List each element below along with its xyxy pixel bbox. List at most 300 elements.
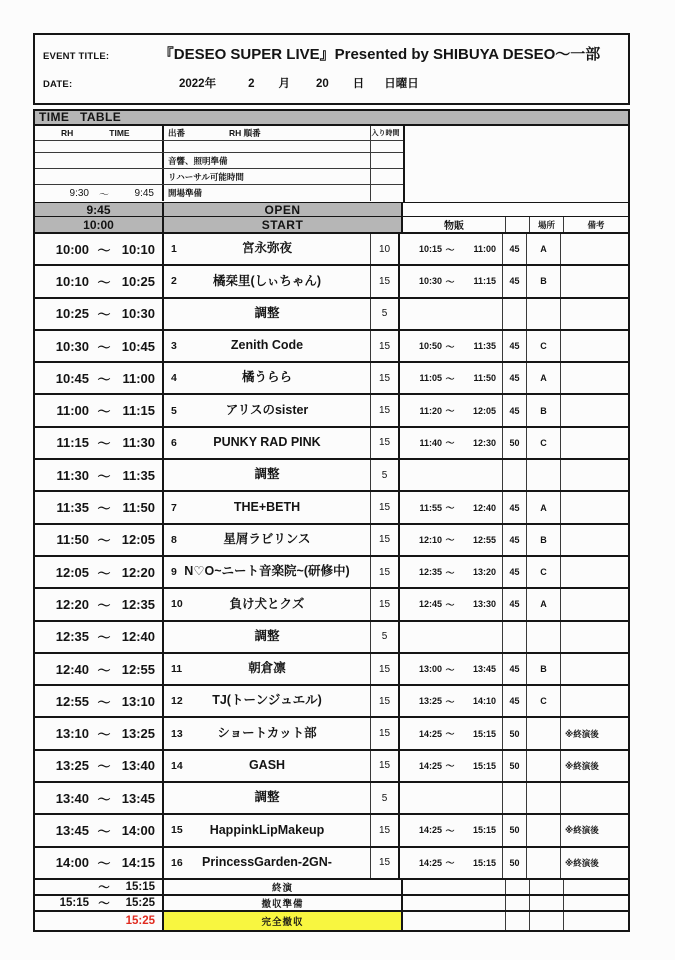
slot-start-time: 10:00 bbox=[55, 241, 89, 257]
slot-start-time: 13:10 bbox=[55, 726, 89, 742]
slot-time-cell bbox=[35, 299, 164, 329]
timetable-grid bbox=[33, 126, 630, 932]
performer-name: 朝倉凛 bbox=[248, 661, 286, 676]
tilde: 〜 bbox=[445, 341, 455, 352]
empty-cell bbox=[564, 896, 628, 910]
tilde: 〜 bbox=[97, 759, 111, 775]
slot-time-cell bbox=[35, 460, 164, 490]
performer-name: 調整 bbox=[254, 467, 280, 482]
remark bbox=[561, 525, 628, 555]
slot-time-cell bbox=[35, 492, 164, 522]
merch-start-time: 13:00 bbox=[418, 664, 442, 674]
slot-end-time: 10:45 bbox=[121, 338, 155, 354]
performer-cell bbox=[164, 589, 371, 619]
event-title-row bbox=[43, 43, 620, 64]
start-time: 10:00 bbox=[35, 217, 164, 232]
performer-cell bbox=[164, 557, 371, 587]
empty-cell bbox=[371, 141, 400, 152]
merch-end-time: 11:00 bbox=[473, 244, 496, 255]
tilde: 〜 bbox=[445, 373, 455, 384]
merch-duration bbox=[503, 783, 527, 813]
entry-duration: 15 bbox=[371, 395, 400, 425]
entry-duration: 15 bbox=[371, 848, 400, 878]
tilde: 〜 bbox=[99, 189, 109, 201]
tilde: 〜 bbox=[97, 274, 111, 290]
rh-time-header-cell bbox=[35, 126, 164, 140]
entry-duration: 15 bbox=[371, 525, 400, 555]
merch-end-time: 14:10 bbox=[472, 696, 496, 707]
empty-cell bbox=[35, 141, 164, 152]
slot-time-cell bbox=[35, 751, 164, 781]
slot-time-cell bbox=[35, 363, 164, 393]
merch-duration: 45 bbox=[503, 589, 527, 619]
merch-duration: 45 bbox=[503, 395, 527, 425]
slot-end-time: 10:30 bbox=[121, 306, 155, 322]
merch-duration: 45 bbox=[503, 266, 527, 296]
open-right-empty bbox=[403, 203, 628, 216]
tilde: 〜 bbox=[445, 503, 455, 514]
performer-cell bbox=[164, 266, 371, 296]
remark bbox=[561, 783, 628, 813]
slot-time-cell bbox=[35, 395, 164, 425]
performer-cell bbox=[164, 234, 371, 264]
performance-row bbox=[35, 589, 628, 621]
tilde: 〜 bbox=[97, 565, 111, 581]
merch-start-time: 12:35 bbox=[418, 567, 442, 578]
merch-time-cell bbox=[400, 299, 503, 329]
merch-duration: 45 bbox=[503, 363, 527, 393]
prep-row-doors bbox=[35, 185, 403, 201]
slot-end-time: 13:40 bbox=[121, 758, 155, 774]
closing-label: 終演 bbox=[164, 880, 403, 894]
performer-name: PrincessGarden-2GN- bbox=[202, 854, 332, 869]
slot-number: 16 bbox=[171, 856, 183, 869]
merch-start-time: 11:20 bbox=[419, 405, 442, 416]
performer-cell bbox=[164, 492, 371, 522]
closing-label: 完全撤収 bbox=[164, 912, 403, 930]
entry-duration: 15 bbox=[371, 492, 400, 522]
tilde: 〜 bbox=[97, 856, 111, 872]
slot-time-cell bbox=[35, 848, 164, 878]
performance-row bbox=[35, 751, 628, 783]
merch-duration: 45 bbox=[503, 234, 527, 264]
slot-start-time: 11:35 bbox=[56, 500, 89, 516]
merch-time-cell bbox=[400, 686, 503, 716]
remark bbox=[561, 331, 628, 361]
tilde: 〜 bbox=[445, 535, 455, 546]
remark bbox=[561, 395, 628, 425]
merch-place: B bbox=[527, 525, 561, 555]
slot-start-time: 10:30 bbox=[55, 338, 89, 354]
merch-start-time: 11:40 bbox=[419, 437, 442, 448]
merch-time-cell bbox=[400, 751, 503, 781]
merch-start-time: 10:30 bbox=[418, 276, 442, 287]
tilde: 〜 bbox=[97, 727, 111, 743]
performance-row bbox=[35, 492, 628, 524]
slot-end-time: 14:00 bbox=[121, 822, 155, 838]
tilde: 〜 bbox=[445, 599, 455, 610]
prep-row-rehearsal bbox=[35, 169, 403, 185]
slot-time-cell bbox=[35, 686, 164, 716]
slot-start-time: 11:15 bbox=[56, 435, 89, 451]
rh-column-label: RH bbox=[61, 128, 74, 138]
closing-rows bbox=[35, 880, 628, 930]
merch-place bbox=[527, 815, 561, 845]
performer-name: THE+BETH bbox=[233, 499, 301, 514]
merch-duration: 45 bbox=[503, 492, 527, 522]
prep-start-time: 9:30 bbox=[69, 187, 89, 199]
slot-number: 9 bbox=[171, 566, 177, 579]
merch-start-time: 14:25 bbox=[418, 728, 442, 739]
slot-end-time: 13:10 bbox=[121, 693, 155, 709]
slot-start-time: 13:40 bbox=[55, 790, 89, 806]
merch-end-time: 15:15 bbox=[472, 825, 496, 836]
performance-row bbox=[35, 654, 628, 686]
slot-end-time: 10:25 bbox=[121, 273, 155, 289]
prep-row-empty bbox=[35, 141, 403, 153]
merch-place: A bbox=[527, 589, 561, 619]
merch-place: C bbox=[527, 557, 561, 587]
slot-time-cell bbox=[35, 718, 164, 748]
merch-time-cell bbox=[400, 815, 503, 845]
performer-cell bbox=[164, 751, 371, 781]
closing-start-time: 15:15 bbox=[59, 896, 89, 909]
performer-cell bbox=[164, 363, 371, 393]
slot-number: 3 bbox=[171, 340, 177, 353]
slot-number: 2 bbox=[171, 275, 177, 288]
date-month: 2 bbox=[248, 78, 255, 90]
empty-cell bbox=[530, 912, 564, 930]
merch-duration: 45 bbox=[503, 654, 527, 684]
event-header bbox=[33, 33, 630, 105]
merch-time-cell bbox=[400, 395, 503, 425]
performance-row bbox=[35, 783, 628, 815]
merch-time-cell bbox=[400, 783, 503, 813]
date-month-unit: 月 bbox=[278, 78, 290, 90]
performer-cell bbox=[164, 299, 371, 329]
date-day: 20 bbox=[316, 78, 329, 90]
entry-duration: 15 bbox=[371, 751, 400, 781]
merch-place: C bbox=[527, 686, 561, 716]
performer-name: ショートカット部 bbox=[217, 725, 317, 740]
remark: ※終演後 bbox=[565, 728, 599, 739]
closing-time-cell bbox=[35, 912, 164, 930]
prep-left bbox=[35, 126, 405, 202]
date-label: DATE: bbox=[43, 79, 73, 90]
performer-name: 調整 bbox=[254, 790, 280, 805]
remark bbox=[561, 654, 628, 684]
rh-order-column-label: RH 順番 bbox=[229, 128, 261, 138]
merch-time-cell bbox=[400, 492, 503, 522]
entry-duration: 15 bbox=[371, 428, 400, 458]
empty-cell bbox=[403, 880, 506, 894]
slot-end-time: 13:45 bbox=[121, 790, 155, 806]
closing-time-cell bbox=[35, 880, 164, 894]
performance-row bbox=[35, 331, 628, 363]
empty-cell bbox=[530, 896, 564, 910]
performance-row bbox=[35, 234, 628, 266]
slot-start-time: 12:55 bbox=[55, 693, 89, 709]
entry-duration: 15 bbox=[371, 557, 400, 587]
merch-time-cell bbox=[400, 460, 503, 490]
remark bbox=[561, 589, 628, 619]
timetable-sheet bbox=[33, 33, 630, 932]
tilde: 〜 bbox=[445, 438, 455, 449]
closing-end-time: 15:25 bbox=[125, 896, 155, 909]
tilde: 〜 bbox=[97, 468, 111, 484]
performer-name: 橘栞里(しぃちゃん) bbox=[212, 273, 322, 288]
merch-time-cell bbox=[400, 331, 503, 361]
event-title: 『DESEO SUPER LIVE』Presented by SHIBUYA DESEO〜一部 bbox=[158, 46, 601, 63]
closing-row bbox=[35, 880, 628, 896]
merch-end-time: 13:45 bbox=[472, 664, 496, 674]
merch-start-time: 14:25 bbox=[418, 857, 442, 868]
slot-time-cell bbox=[35, 234, 164, 264]
date-year: 2022年 bbox=[179, 78, 217, 90]
merch-duration bbox=[503, 622, 527, 652]
merch-place bbox=[527, 783, 561, 813]
tilde: 〜 bbox=[445, 858, 455, 869]
merch-place bbox=[527, 718, 561, 748]
empty-cell bbox=[371, 169, 400, 184]
merch-place: B bbox=[527, 654, 561, 684]
empty-cell bbox=[35, 153, 164, 168]
remark bbox=[561, 363, 628, 393]
performance-row bbox=[35, 525, 628, 557]
merch-duration bbox=[503, 299, 527, 329]
slot-end-time: 11:15 bbox=[122, 403, 155, 419]
merch-duration: 50 bbox=[503, 815, 527, 845]
slot-time-cell bbox=[35, 783, 164, 813]
merch-time-cell bbox=[400, 557, 503, 587]
merch-place bbox=[527, 460, 561, 490]
merch-end-time: 12:40 bbox=[472, 502, 496, 513]
slot-number: 5 bbox=[171, 404, 177, 417]
empty-cell bbox=[506, 896, 530, 910]
tilde: 〜 bbox=[97, 533, 111, 549]
performance-row bbox=[35, 428, 628, 460]
prep-section bbox=[35, 126, 628, 202]
merch-end-time: 13:30 bbox=[472, 599, 496, 610]
performance-row bbox=[35, 622, 628, 654]
closing-right-empty bbox=[403, 912, 628, 930]
tilde: 〜 bbox=[97, 404, 111, 420]
merch-time-cell bbox=[400, 363, 503, 393]
order-header-cell bbox=[164, 126, 371, 140]
merch-place: A bbox=[527, 492, 561, 522]
merch-time-cell bbox=[400, 589, 503, 619]
slot-end-time: 12:40 bbox=[121, 629, 155, 645]
tilde: 〜 bbox=[445, 567, 455, 578]
merch-place: B bbox=[527, 266, 561, 296]
empty-cell bbox=[564, 880, 628, 894]
performance-row bbox=[35, 460, 628, 492]
closing-row bbox=[35, 912, 628, 930]
remark bbox=[561, 460, 628, 490]
merch-end-time: 12:30 bbox=[472, 437, 496, 448]
remark bbox=[561, 234, 628, 264]
merch-duration: 50 bbox=[503, 751, 527, 781]
slot-number: 12 bbox=[171, 695, 183, 708]
prep-notes-empty-cell bbox=[405, 126, 628, 202]
slot-start-time: 10:45 bbox=[55, 370, 89, 386]
time-column-label: TIME bbox=[109, 128, 130, 138]
slot-time-cell bbox=[35, 525, 164, 555]
merch-start-time: 12:10 bbox=[418, 534, 442, 545]
tilde: 〜 bbox=[445, 696, 455, 707]
open-row bbox=[35, 202, 628, 217]
performance-row bbox=[35, 557, 628, 589]
merch-end-time: 13:20 bbox=[472, 567, 496, 578]
performer-name: 調整 bbox=[254, 628, 280, 643]
slot-end-time: 11:35 bbox=[122, 467, 155, 483]
slot-time-cell bbox=[35, 331, 164, 361]
merch-end-time: 11:15 bbox=[473, 276, 496, 287]
performance-row bbox=[35, 299, 628, 331]
tilde: 〜 bbox=[97, 436, 111, 452]
tilde: 〜 bbox=[97, 791, 111, 807]
entry-duration: 15 bbox=[371, 363, 400, 393]
merch-start-time: 10:15 bbox=[418, 244, 442, 255]
merch-place: A bbox=[527, 363, 561, 393]
merch-end-time: 11:35 bbox=[473, 341, 496, 352]
tilde: 〜 bbox=[97, 694, 111, 710]
slot-number: 8 bbox=[171, 533, 177, 546]
entry-duration: 15 bbox=[371, 654, 400, 684]
merch-column-label: 物販 bbox=[403, 217, 506, 232]
remark bbox=[561, 492, 628, 522]
performer-name: GASH bbox=[248, 758, 286, 773]
tilde: 〜 bbox=[97, 501, 111, 517]
tilde: 〜 bbox=[445, 276, 455, 287]
merch-duration: 45 bbox=[503, 525, 527, 555]
tilde: 〜 bbox=[445, 761, 455, 772]
performer-name: N♡O~ニート音楽院~(研修中) bbox=[184, 564, 350, 579]
performer-cell bbox=[164, 460, 371, 490]
prep-row-sound bbox=[35, 153, 403, 169]
slot-number: 7 bbox=[171, 501, 177, 514]
entry-duration: 5 bbox=[371, 622, 400, 652]
merch-place bbox=[527, 848, 561, 878]
slot-number: 1 bbox=[171, 243, 177, 256]
empty-cell bbox=[564, 912, 628, 930]
merch-start-time: 11:05 bbox=[419, 373, 442, 384]
merch-end-time: 15:15 bbox=[472, 760, 496, 771]
merch-duration: 45 bbox=[503, 331, 527, 361]
performer-name: HappinkLipMakeup bbox=[209, 822, 325, 837]
empty-cell bbox=[530, 880, 564, 894]
performer-cell bbox=[164, 815, 371, 845]
tilde: 〜 bbox=[97, 339, 111, 355]
prep-label bbox=[164, 141, 371, 152]
slot-number: 15 bbox=[171, 824, 183, 837]
merch-start-time: 14:25 bbox=[418, 760, 442, 771]
merch-time-cell bbox=[400, 622, 503, 652]
closing-row bbox=[35, 896, 628, 912]
tilde: 〜 bbox=[445, 664, 455, 675]
performer-cell bbox=[164, 848, 371, 878]
slot-end-time: 11:00 bbox=[122, 370, 155, 386]
slot-end-time: 10:10 bbox=[121, 241, 155, 257]
slot-start-time: 10:25 bbox=[55, 306, 89, 322]
merch-place bbox=[527, 299, 561, 329]
slot-time-cell bbox=[35, 654, 164, 684]
entry-duration: 10 bbox=[371, 234, 400, 264]
empty-cell bbox=[506, 912, 530, 930]
merch-place: B bbox=[527, 395, 561, 425]
prep-end-time: 9:45 bbox=[134, 187, 154, 199]
tilde: 〜 bbox=[445, 729, 455, 740]
slot-start-time: 12:05 bbox=[55, 564, 89, 580]
remark bbox=[561, 686, 628, 716]
merch-end-time: 12:55 bbox=[472, 534, 496, 545]
performer-name: 星屑ラビリンス bbox=[223, 531, 311, 546]
merch-place bbox=[527, 622, 561, 652]
timetable-section-title: TIME TABLE bbox=[33, 109, 630, 126]
merch-end-time: 15:15 bbox=[472, 728, 496, 739]
merch-time-cell bbox=[400, 428, 503, 458]
tilde: 〜 bbox=[97, 371, 111, 387]
open-label: OPEN bbox=[164, 203, 403, 216]
tilde: 〜 bbox=[445, 244, 455, 255]
performance-row bbox=[35, 363, 628, 395]
slot-time-cell bbox=[35, 428, 164, 458]
slot-time-cell bbox=[35, 622, 164, 652]
merch-time-cell bbox=[400, 266, 503, 296]
merch-time-cell bbox=[400, 718, 503, 748]
merch-header-group bbox=[403, 217, 628, 232]
entry-duration: 5 bbox=[371, 460, 400, 490]
merch-duration: 50 bbox=[503, 428, 527, 458]
merch-duration: 50 bbox=[503, 848, 527, 878]
entry-duration: 15 bbox=[371, 589, 400, 619]
merch-duration-header-cell bbox=[506, 217, 530, 232]
slot-time-cell bbox=[35, 589, 164, 619]
remark bbox=[561, 299, 628, 329]
merch-end-time: 11:50 bbox=[473, 373, 496, 384]
merch-place: C bbox=[527, 331, 561, 361]
remark: ※終演後 bbox=[565, 760, 599, 771]
column-header-row bbox=[35, 126, 403, 141]
prep-label: 音響、照明準備 bbox=[164, 153, 371, 168]
prep-time-cell bbox=[35, 185, 164, 201]
remark bbox=[561, 428, 628, 458]
performance-row bbox=[35, 266, 628, 298]
prep-label: リハーサル可能時間 bbox=[164, 169, 371, 184]
closing-end-time: 15:15 bbox=[125, 880, 155, 893]
order-column-label: 出番 bbox=[168, 128, 186, 138]
tilde: 〜 bbox=[97, 823, 111, 839]
tilde: 〜 bbox=[445, 406, 455, 417]
merch-duration: 45 bbox=[503, 686, 527, 716]
slot-start-time: 11:00 bbox=[56, 403, 89, 419]
slot-start-time: 13:45 bbox=[55, 822, 89, 838]
performer-cell bbox=[164, 395, 371, 425]
place-column-label: 場所 bbox=[530, 217, 564, 232]
tilde: 〜 bbox=[97, 307, 111, 323]
tilde: 〜 bbox=[97, 242, 111, 258]
event-date-row bbox=[43, 75, 620, 91]
slot-time-cell bbox=[35, 266, 164, 296]
merch-start-time: 13:25 bbox=[418, 696, 442, 707]
slot-end-time: 12:55 bbox=[121, 661, 155, 677]
performer-cell bbox=[164, 686, 371, 716]
performer-name: Zenith Code bbox=[230, 338, 304, 353]
merch-duration bbox=[503, 460, 527, 490]
slot-end-time: 11:50 bbox=[122, 500, 155, 516]
slot-end-time: 12:35 bbox=[121, 596, 155, 612]
merch-time-cell bbox=[400, 848, 503, 878]
